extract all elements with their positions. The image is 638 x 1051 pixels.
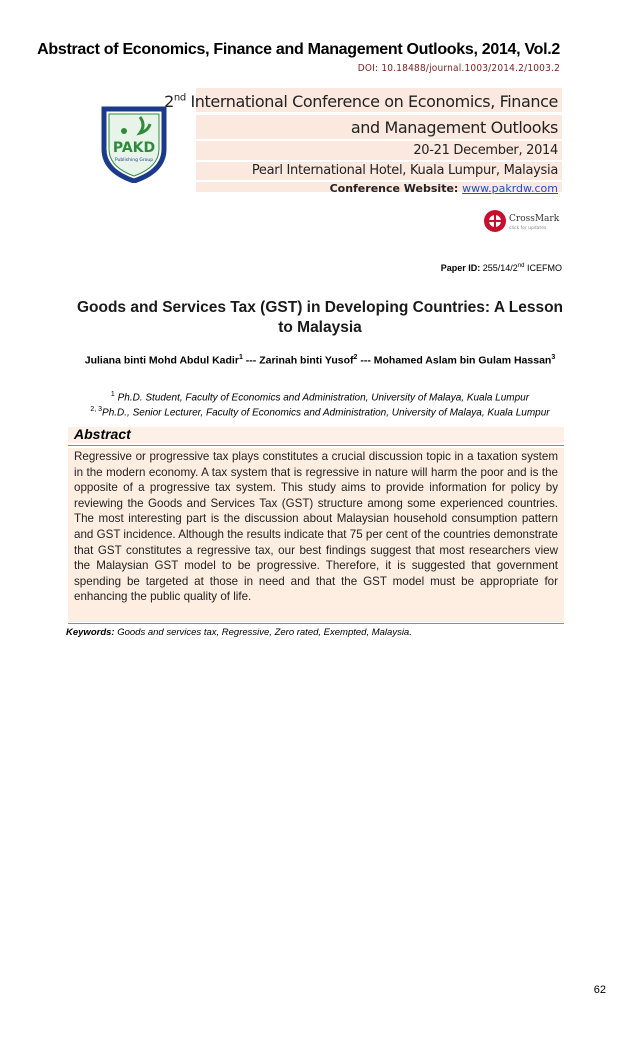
page-number: 62 xyxy=(593,984,606,996)
author-name: Juliana binti Mohd Abdul Kadir xyxy=(84,354,239,367)
conference-banner xyxy=(164,88,562,195)
conference-name-line2: and Management Outlooks xyxy=(350,118,558,137)
affiliation: $^{2, 3}$Ph.D., Senior Lecturer, Faculty of Economics and Administration, University of Malaya, Kuala Lumpur xyxy=(90,406,550,419)
author-list: Juliana binti Mohd Abdul Kadir$^1$ --- Zarinah binti Yusof$^2$ --- Mohamed Aslam bin Gulam Hassan$^3$ xyxy=(84,354,556,367)
crossmark-sublabel: click for updates xyxy=(509,226,547,231)
author-name: Mohamed Aslam bin Gulam Hassan xyxy=(373,354,552,367)
keywords: Keywords: Goods and services tax, Regressive, Zero rated, Exempted, Malaysia. xyxy=(66,627,412,638)
abstract-divider xyxy=(68,623,564,624)
doi-link[interactable]: DOI: 10.18488/journal.1003/2014.2/1003.2 xyxy=(357,63,560,74)
author-name: Zarinah binti Yusof xyxy=(259,354,354,367)
logo-subtext: Publishing Group xyxy=(114,158,154,163)
abstract-divider xyxy=(68,445,564,446)
logo-text: PAKD xyxy=(112,140,156,156)
conference-dates: 20-21 December, 2014 xyxy=(413,143,558,158)
abstract-box xyxy=(68,448,564,622)
crossmark-label: CrossMark xyxy=(509,214,560,224)
abstract-heading: Abstract xyxy=(74,426,131,442)
paper-id: Paper ID: 255/14/2nd ICEFMO xyxy=(440,263,562,273)
abstract-heading-bar xyxy=(68,427,564,443)
journal-title: Abstract of Economics, Finance and Management Outlooks, 2014, Vol.2 xyxy=(37,41,560,58)
conference-name-line1: 2nd International Conference on Economics, Finance xyxy=(164,92,558,111)
pakd-logo xyxy=(100,105,168,183)
abstract-text: Regressive or progressive tax plays constitutes a crucial discussion topic in a taxation system in the modern economy. A tax system that is regressive in nature will harm the poor and is the opposite of a progressive tax system. This study aims to provide information for policy by reviewing the Goods and Services Tax (GST) structure among some experienced countries. The most interesting part is the discussion about Malaysian household consumption pattern and GST incidence. Although the results indicate that 75 per cent of the countries demonstrate that GST constitutes a regressive tax, our best findings suggest that most researchers view the Malaysian GST model to be progressive. Therefore, it is suggested that government spending be targeted at those in need and that the GST model must be appropriate for enhancing the public quality of life. xyxy=(74,450,558,604)
article-title: Goods and Services Tax (GST) in Developing Countries: A Lesson to Malaysia xyxy=(76,299,564,336)
conference-website-link[interactable]: www.pakrdw.com xyxy=(462,182,558,195)
affiliation: $^1$ Ph.D. Student, Faculty of Economics and Administration, University of Malaya, Kuala Lumpur xyxy=(110,391,530,404)
conference-venue: Pearl International Hotel, Kuala Lumpur, Malaysia xyxy=(251,163,558,178)
crossmark-badge[interactable] xyxy=(483,208,561,234)
conference-website: Conference Website: www.pakrdw.com xyxy=(329,182,558,195)
